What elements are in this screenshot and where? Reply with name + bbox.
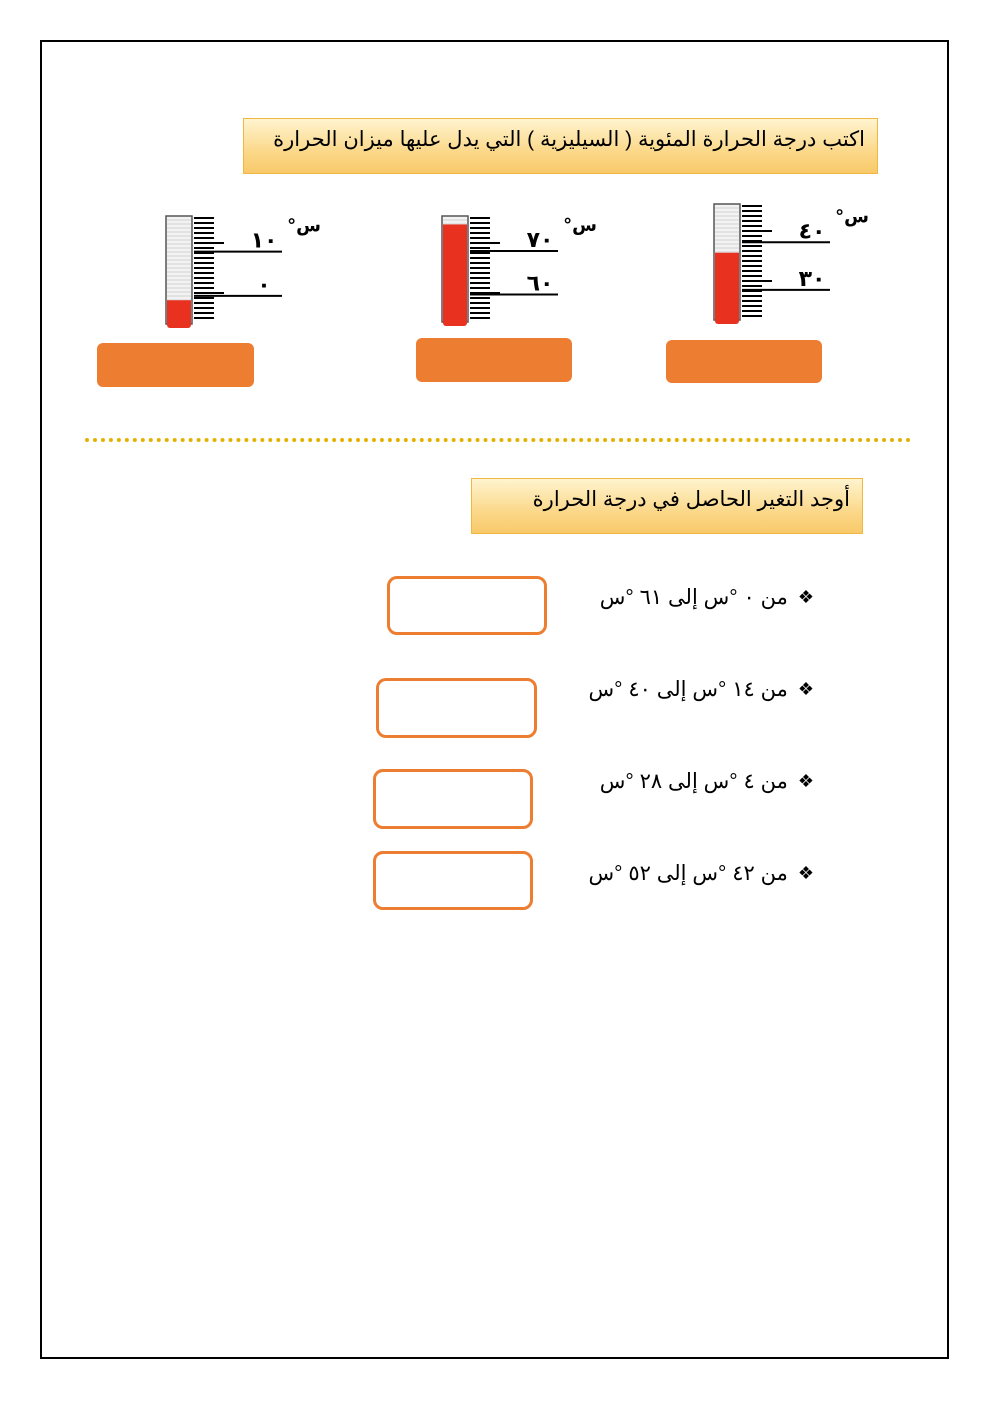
- instruction-banner-1: [243, 118, 878, 174]
- bullet-icon: ❖: [797, 771, 814, 791]
- answer-input-2[interactable]: [376, 678, 537, 738]
- bullet-icon: ❖: [797, 679, 814, 699]
- dotted-separator: [85, 438, 911, 442]
- question-3: [600, 769, 814, 794]
- instruction-text-2: أوجد التغير الحاصل في درجة الحرارة: [532, 488, 850, 511]
- mercury-bulb: [443, 320, 467, 326]
- mercury-column: [167, 300, 191, 324]
- bullet-icon: ❖: [797, 587, 814, 607]
- question-2: [589, 677, 815, 702]
- thermometer-3: [152, 212, 322, 334]
- answer-input-1[interactable]: [387, 576, 547, 635]
- bullet-icon: ❖: [797, 863, 814, 883]
- unit-label: °س: [563, 214, 597, 236]
- unit-label: °س: [287, 215, 321, 237]
- lower-label: ٦٠: [526, 271, 554, 297]
- question-text: من ١٤ °س إلى ٤٠ °س: [588, 678, 788, 701]
- thermometer-1: [700, 200, 870, 330]
- answer-input-3[interactable]: [373, 769, 533, 829]
- answer-box-thermometer-3[interactable]: [97, 343, 254, 387]
- thermometer-2: [428, 212, 598, 332]
- question-text: من ٤ °س إلى ٢٨ °س: [599, 770, 788, 793]
- lower-label: ٣٠: [798, 266, 826, 292]
- question-4: [589, 861, 815, 886]
- instruction-text-1: اكتب درجة الحرارة المئوية ( السيليزية ) التي يدل عليها ميزان الحرارة: [273, 128, 865, 151]
- unit-label: °س: [835, 206, 869, 228]
- mercury-column: [443, 224, 467, 322]
- question-1: [600, 585, 814, 610]
- answer-box-thermometer-2[interactable]: [416, 338, 572, 382]
- mercury-bulb: [167, 322, 191, 328]
- instruction-banner-2: [471, 478, 863, 534]
- question-text: من ٠ °س إلى ٦١ °س: [599, 586, 788, 609]
- mercury-column: [715, 253, 739, 320]
- answer-input-4[interactable]: [373, 851, 533, 910]
- upper-label: ١٠: [250, 228, 278, 254]
- upper-label: ٧٠: [526, 227, 554, 253]
- upper-label: ٤٠: [798, 219, 826, 245]
- answer-box-thermometer-1[interactable]: [666, 340, 822, 383]
- lower-label: ٠: [257, 272, 271, 298]
- mercury-bulb: [715, 318, 739, 324]
- question-text: من ٤٢ °س إلى ٥٢ °س: [588, 862, 788, 885]
